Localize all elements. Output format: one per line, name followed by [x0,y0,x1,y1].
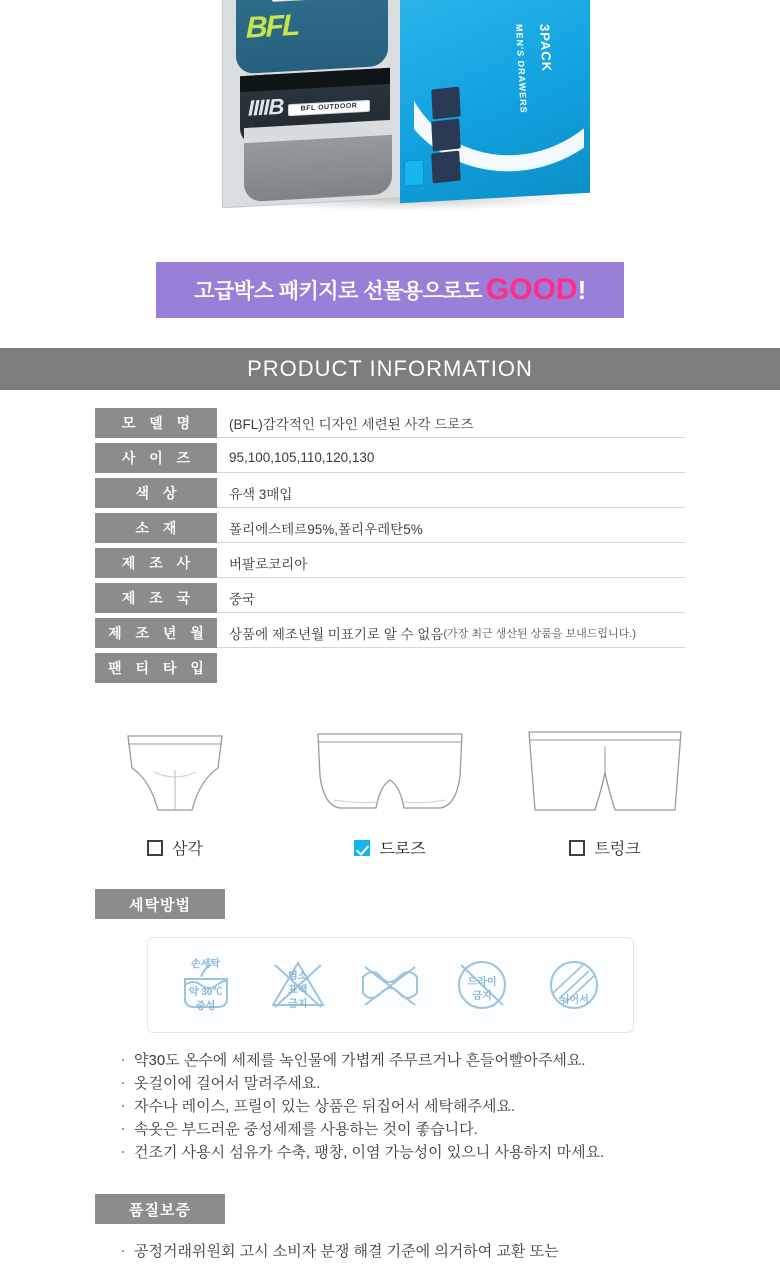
list-item: · 자수나 레이스, 프릴이 있는 상품은 뒤집어서 세탁해주세요. [120,1095,780,1118]
package-icon-1 [431,87,461,120]
product-information-header: PRODUCT INFORMATION [0,348,780,390]
table-row [95,513,685,543]
type-caption [295,836,485,859]
section-header-warranty: 품질보증 [95,1194,225,1224]
spec-key: 제 조 국 [95,583,217,613]
underwear-item-blue [236,0,388,74]
promo-banner-suffix: ! [577,274,586,305]
table-row [95,653,685,683]
brand-mark: IIIIB [248,93,284,121]
spec-key: 색 상 [95,478,217,508]
list-item: · 속옷은 부드러운 중성세제를 사용하는 것이 좋습니다. [120,1118,780,1141]
type-caption [80,836,270,859]
briefs-icon [100,722,250,822]
spec-value-text: 버팔로코리아 [229,556,308,572]
table-row [95,443,685,473]
spec-key: 제 조 사 [95,548,217,578]
spec-value-text: (BFL)감각적인 디자인 세련된 사각 드로즈 [229,416,474,432]
boxer-briefs-icon [300,722,480,822]
wash-label-bot: 금지 [288,999,308,1010]
type-figure [295,712,485,822]
spec-value-text: 폴리에스테르95%,폴리우레탄5% [229,521,423,537]
trunk-icon [515,722,695,822]
product-photo [0,0,780,240]
wash-label-top: 드라이 [467,977,497,988]
promo-banner-text: 고급박스 패키지로 선물용으로도 [194,280,482,303]
type-figure [510,712,700,822]
spec-value [217,653,685,683]
package-pack-text: 3PACK [537,24,555,73]
checkbox-trunk[interactable] [569,840,585,856]
list-item: · 약30도 온수에 세제를 녹인물에 가볍게 주무르거나 흔들어빨아주세요. [120,1049,780,1072]
table-row [95,408,685,438]
no-wring-glyph [355,951,425,1019]
wash-label-top: 염소 [288,971,308,982]
type-figure [80,712,270,822]
type-label: 드로즈 [379,841,426,858]
table-row [95,478,685,508]
wash-instructions-list [0,1033,780,1164]
spec-key: 사 이 즈 [95,443,217,473]
spec-value-text: 95,100,105,110,120,130 [229,450,375,465]
spec-value [217,583,685,613]
dry-in-shade-glyph [539,951,609,1019]
spec-table [0,390,780,683]
wash-label-mid: 금지 [472,991,492,1002]
no-bleach-icon [263,951,333,1019]
type-option-drawers[interactable] [295,712,485,859]
table-row [95,548,685,578]
spec-value [217,513,685,543]
wash-label-top: 뉘어서 [559,995,589,1006]
spec-value-text: 상품에 제조년월 미표기로 알 수 없음 [229,626,444,642]
promo-banner-highlight: GOOD [485,273,578,306]
list-item: · 공정거래위원회 고시 소비자 분쟁 해결 기준에 의거하여 교환 또는 [120,1240,780,1263]
type-option-trunk[interactable] [510,712,700,859]
section-header-wash: 세탁방법 [95,889,225,919]
spec-key: 소 재 [95,513,217,543]
no-tumble-dry-icon [447,951,517,1019]
package-icon-3 [431,151,461,184]
promo-banner [156,262,624,318]
spec-value [217,408,685,438]
package-icon-2 [431,119,461,152]
table-row [95,618,685,648]
dry-in-shade-icon [539,951,609,1019]
wash-icons-panel [147,937,634,1033]
package-label-mid: BFL OUTDOOR [288,100,370,117]
spec-key: 팬 티 타 입 [95,653,217,683]
wash-label-mid: 약 30℃ [188,987,223,998]
table-row [95,583,685,613]
spec-key: 제 조 년 월 [95,618,217,648]
spec-key: 모 델 명 [95,408,217,438]
hand-wash-icon [171,951,241,1019]
spec-value [217,548,685,578]
wash-label-bot: 중성 [195,1001,216,1012]
list-item: · 건조기 사용시 섬유가 수축, 팽창, 이염 가능성이 있으니 사용하지 마세요. [120,1141,780,1164]
checkbox-drawers[interactable] [354,840,370,856]
package-side-text: MEN'S DRAWERS [514,24,529,114]
spec-value-text: 중국 [229,591,256,607]
warranty-list [0,1224,780,1263]
wash-label-mid: 표백 [288,985,308,996]
checkbox-triangle[interactable] [147,840,163,856]
spec-value-text: 유색 3매입 [229,486,293,502]
spec-value [217,478,685,508]
spec-value [217,443,685,473]
type-label: 트렁크 [594,841,641,858]
spec-value [217,618,685,648]
spec-value-note: (가장 최근 생산된 상품을 보내드립니다.) [443,627,636,640]
type-label: 삼각 [172,841,203,858]
package-tag [404,159,424,186]
brand-mark: BFL [246,8,299,45]
wash-label-top: 손세탁 [191,959,221,970]
type-caption [510,836,700,859]
panty-type-selector [0,688,780,859]
no-wring-icon [355,951,425,1019]
underwear-item-gray [244,120,392,202]
type-option-triangle[interactable] [80,712,270,859]
list-item: · 옷걸이에 걸어서 말려주세요. [120,1072,780,1095]
